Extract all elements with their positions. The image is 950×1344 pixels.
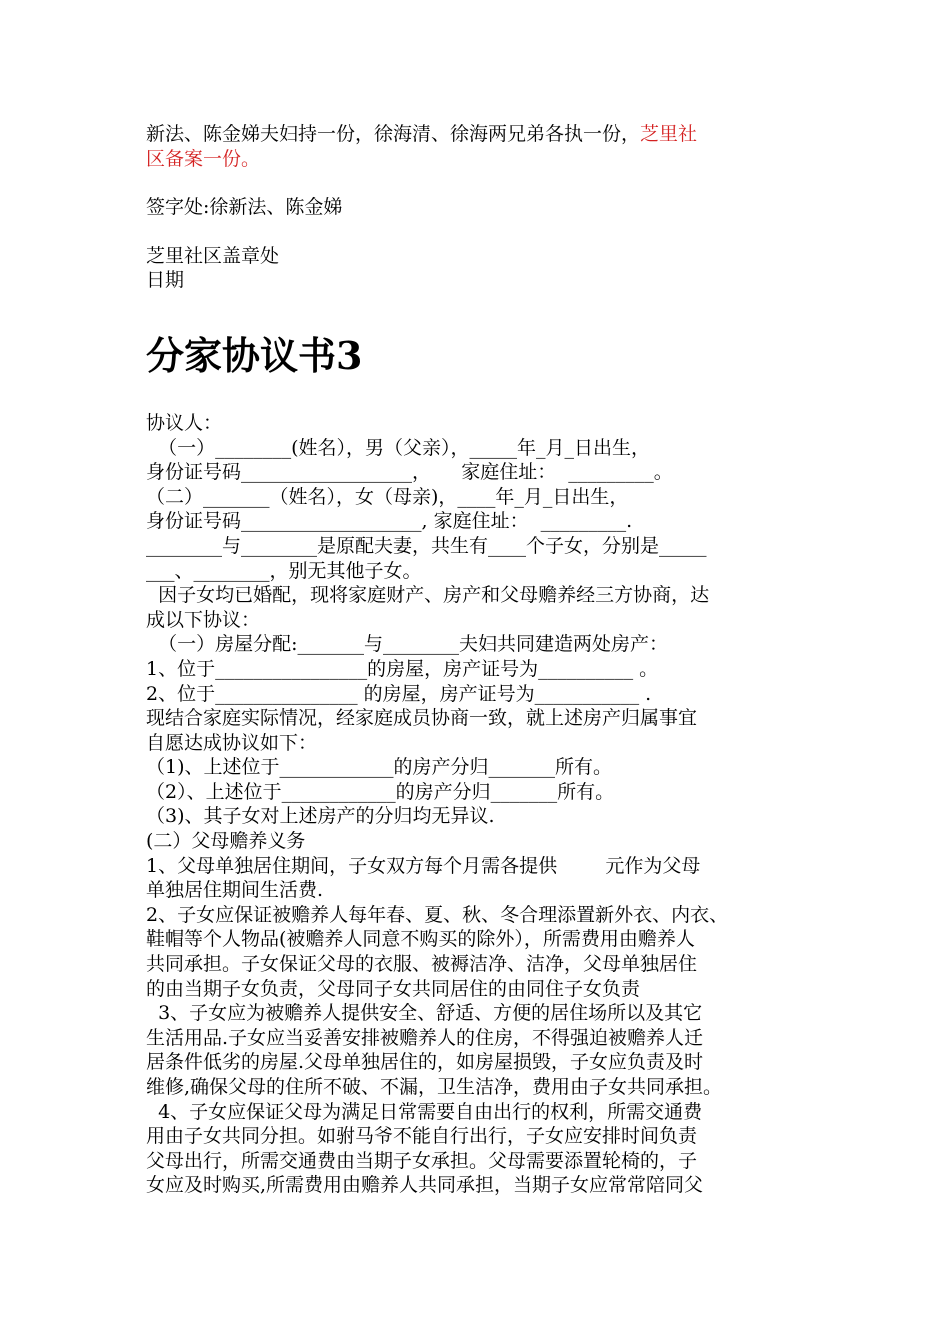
- agreement-line: 2、位于_______________ 的房屋，房产证号为___________ .: [146, 682, 652, 705]
- agreement-line: 自愿达成协议如下：: [146, 731, 318, 754]
- agreement-line: 共同承担。子女保证父母的衣服、被褥洁净、洁净，父母单独居住: [146, 953, 698, 976]
- agreement-line: 身份证号码__________________， 家庭住址： _________。: [146, 461, 673, 484]
- community-filing-highlight: 芝里社: [640, 123, 698, 145]
- signature-line: 签字处:徐新法、陈金娣: [146, 196, 343, 219]
- agreement-line: 1、位于________________的房屋，房产证号为__________ 。: [146, 657, 659, 680]
- agreement-line: (二）父母赡养义务: [146, 830, 306, 853]
- stamp-line: 芝里社区盖章处: [146, 244, 280, 267]
- agreement-line: 身份证号码___________________, 家庭住址： _________.: [146, 510, 633, 533]
- agreement-line: 维修,确保父母的住所不破、不漏，卫生洁净，费用由子女共同承担。: [146, 1076, 723, 1098]
- agreement-line: 女应及时购买,所需费用由赡养人共同承担，当期子女应常常陪同父: [146, 1174, 704, 1197]
- agreement-line: （二）_______（姓名），女（母亲)，____年_月_日出生，: [146, 485, 629, 508]
- agreement-line: 用由子女共同分担。如驸马爷不能自行出行，子女应安排时间负责: [146, 1125, 698, 1148]
- document-page: [146, 122, 816, 1198]
- document-title: 分家协议书3: [146, 332, 363, 378]
- agreement-line: （3)、其子女对上述房产的分归均无异议.: [146, 805, 495, 828]
- agreement-line: 鞋帽等个人物品(被赡养人同意不购买的除外），所需费用由赡养人: [146, 928, 695, 951]
- prev-section-line-1: [146, 122, 816, 147]
- agreement-line: 父母出行，所需交通费由当期子女承担。父母需要添置轮椅的，子: [146, 1149, 698, 1172]
- prev-section-line-2: 区备案一份。: [146, 147, 261, 170]
- agreement-line: 成以下协议：: [146, 608, 261, 631]
- agreement-line: （一）房屋分配:_______与________夫妇共同建造两处房产：: [146, 633, 668, 656]
- agreement-line: 3、子女应为被赡养人提供安全、舒适、方便的居住场所以及其它: [146, 1002, 703, 1025]
- agreement-line: （2）、上述位于____________的房产分归_______所有。: [146, 780, 615, 803]
- agreement-line: 生活用品.子女应当妥善安排被赡养人的住房，不得强迫被赡养人迁: [146, 1026, 704, 1049]
- agreement-line: 4、子女应保证父母为满足日常需要自由出行的权利，所需交通费: [146, 1100, 703, 1123]
- prev-section-line-1-text: 新法、陈金娣夫妇持一份，徐海清、徐海两兄弟各执一份，: [146, 123, 641, 145]
- agreement-body: [146, 411, 816, 1198]
- agreement-line: 现结合家庭实际情况，经家庭成员协商一致，就上述房产归属事宜: [146, 707, 698, 730]
- agreement-line: 单独居住期间生活费.: [146, 879, 324, 902]
- agreement-line: ___、________，别无其他子女。: [146, 559, 422, 582]
- agreement-line: 2、子女应保证被赡养人每年春、夏、秋、冬合理添置新外衣、内衣、: [146, 903, 729, 926]
- agreement-line: 的由当期子女负责，父母同子女共同居住的由同住子女负责: [146, 977, 641, 1000]
- agreement-line: 1、父母单独居住期间，子女双方每个月需各提供 元作为父母: [146, 854, 701, 877]
- date-line: 日期: [146, 269, 185, 292]
- agreement-line: （1)、上述位于____________的房产分归_______所有。: [146, 756, 613, 779]
- agreement-line: 协议人：: [146, 411, 223, 434]
- agreement-line: 居条件低劣的房屋.父母单独居住的，如房屋损毁，子女应负责及时: [146, 1051, 704, 1074]
- agreement-line: 因子女均已婚配，现将家庭财产、房产和父母赡养经三方协商，达: [146, 584, 710, 607]
- agreement-line: ________与________是原配夫妻，共生有____个子女，分别是_____: [146, 534, 707, 557]
- agreement-line: （一）________(姓名），男（父亲），_____年_月_日出生，: [146, 436, 650, 459]
